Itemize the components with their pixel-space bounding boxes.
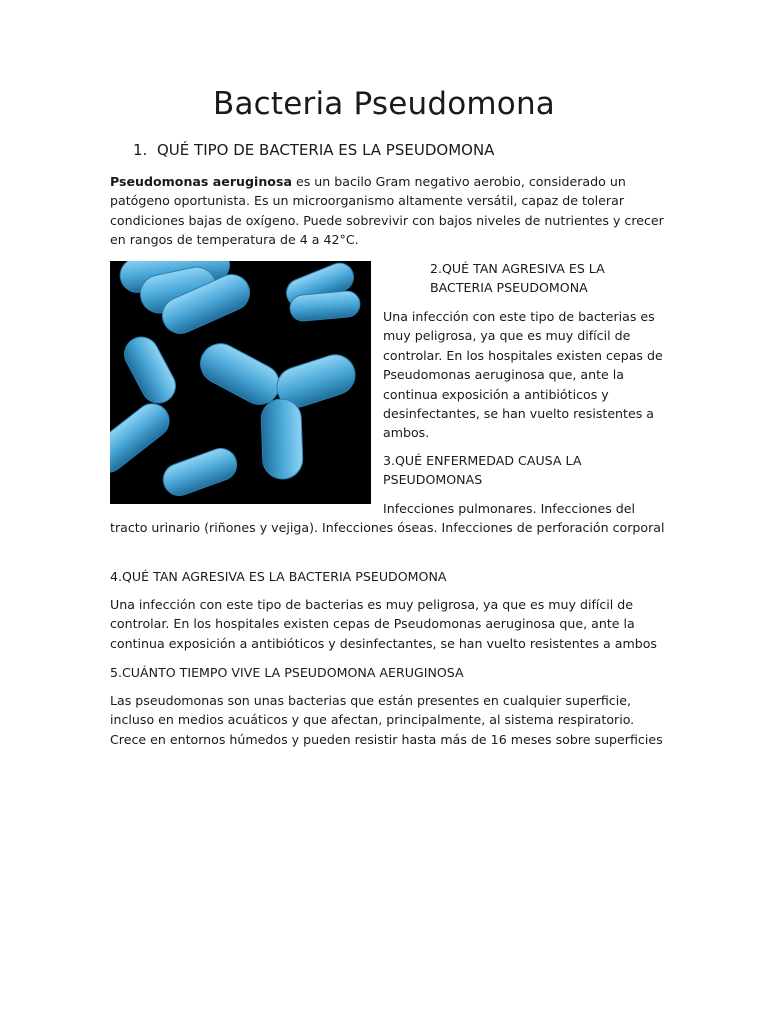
section-1-body: es un bacilo Gram negativo aerobio, considerado un patógeno oportunista. Es un microorganismo altamente versátil, capaz de tolerar condiciones bajas de oxígeno. Puede sobrevivir con bajos niveles de nutrientes y crecer en rangos de temperatura de 4 a 42°C. [110, 174, 664, 248]
section-1-bold-lead: Pseudomonas aeruginosa [110, 174, 292, 189]
section-4-paragraph: Una infección con este tipo de bacterias es muy peligrosa, ya que es muy difícil de controlar. En los hospitales existen cepas de Pseudomonas aeruginosa que, ante la continua exposición a antibióticos y desinfectantes, se han vuelto resistentes a ambos [110, 597, 657, 651]
document-title: Bacteria Pseudomona [212, 86, 555, 122]
bacterium-cell [261, 398, 304, 479]
section-3-heading: 3.QUÉ ENFERMEDAD CAUSA LA PSEUDOMONAS [383, 453, 582, 488]
section-1-heading [133, 141, 494, 159]
section-2-heading: 2.QUÉ TAN AGRESIVA ES LA BACTERIA PSEUDOMONA [430, 261, 605, 296]
bacteria-image [110, 261, 371, 504]
section-1-paragraph [110, 172, 666, 250]
bacteria-illustration [110, 261, 371, 504]
section-5-heading: 5.CUÁNTO TIEMPO VIVE LA PSEUDOMONA AERUGINOSA [110, 665, 464, 680]
section-3-paragraph-rest: tracto urinario (riñones y vejiga). Infecciones óseas. Infecciones de perforación corporal [110, 520, 665, 535]
section-4-heading: 4.QUÉ TAN AGRESIVA ES LA BACTERIA PSEUDOMONA [110, 569, 447, 584]
section-1-heading-text: QUÉ TIPO DE BACTERIA ES LA PSEUDOMONA [157, 141, 495, 159]
section-5-paragraph: Las pseudomonas son unas bacterias que están presentes en cualquier superficie, incluso en medios acuáticos y que afectan, principalmente, al sistema respiratorio. Crece en entornos húmedos y pueden resistir hasta más de 16 meses sobre superficies [110, 693, 663, 747]
section-3-paragraph-line1: Infecciones pulmonares. Infecciones del [383, 501, 636, 516]
section-2-paragraph: Una infección con este tipo de bacterias es muy peligrosa, ya que es muy difícil de controlar. En los hospitales existen cepas de Pseudomonas aeruginosa que, ante la continua exposición a antibióticos y desinfectantes, se han vuelto resistentes a ambos. [383, 309, 663, 441]
section-1-number: 1. [133, 141, 148, 159]
